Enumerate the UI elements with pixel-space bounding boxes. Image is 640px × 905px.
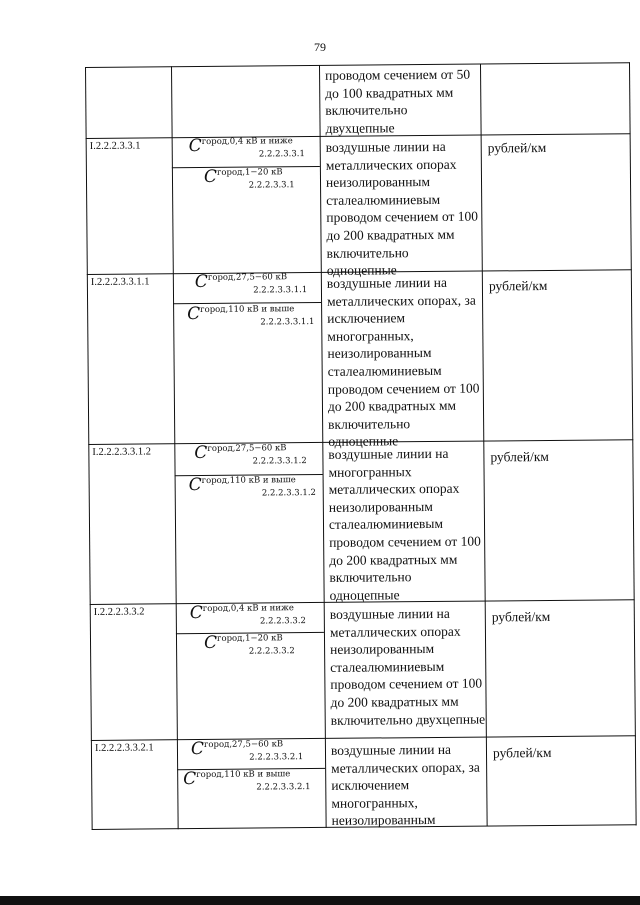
table-border-right [629, 62, 637, 825]
row-code: I.2.2.2.3.3.1.1 [90, 276, 150, 288]
tariff-symbol-top: $C^{город,0,4 кВ и ниже}_{2.2.2.3.3.2}$ [189, 602, 306, 627]
tariff-symbol-top: $C^{город,27,5-60 кВ}_{2.2.2.3.3.1.2}$ [194, 442, 307, 467]
symbol-subscript: 2.2.2.3.3.1.1 [260, 317, 315, 328]
continuation-description: проводом сечением от 50 до 100 квадратных мм включительно двухцепные [325, 66, 471, 136]
row-unit: рублей/км [490, 448, 549, 465]
symbol-subscript: 2.2.2.3.3.1 [258, 149, 305, 160]
scan-bottom-edge [0, 896, 640, 905]
symbol-subscript: 2.2.2.3.3.2 [259, 616, 306, 627]
tariff-table [85, 62, 637, 830]
row-description: воздушные линии на металлических опорах, за исключением многогранных, неизолированным [330, 741, 480, 829]
symbol-superscript: город,110 кВ и выше [200, 304, 295, 316]
symbol-superscript: город,110 кВ и выше [196, 769, 291, 781]
symbol-subscript: 2.2.2.3.3.1.2 [252, 456, 307, 467]
row-code: I.2.2.2.3.3.2 [93, 606, 145, 618]
symbol-superscript: город,110 кВ и выше [201, 475, 296, 486]
symbol-superscript: город,1−20 кВ [216, 167, 283, 178]
row-unit: рублей/км [491, 608, 551, 625]
row-description: воздушные линии на металлических опорах, за исключением многогранных, неизолированным сталеалюминиевым проводом сечением от 100 до 200 квадратных мм включительно одноцепные [326, 274, 480, 450]
row-description: воздушные линии на многогранных металлических опорах неизолированным сталеалюминиевым проводом сечением от 100 до 200 квадратных мм включительно одноцепные [328, 445, 481, 603]
symbol-subscript: 2.2.2.3.3.2.1 [249, 752, 304, 763]
row-description: воздушные линии на металлических опорах неизолированным сталеалюминиевым проводом сечением от 100 до 200 квадратных мм включительно двухцепные [329, 605, 486, 728]
symbol-subscript: 2.2.2.3.3.1.1 [253, 285, 308, 296]
row-unit: рублей/км [488, 277, 548, 294]
row-code: I.2.2.2.3.3.1.2 [92, 446, 152, 458]
symbol-subscript: 2.2.2.3.3.1 [248, 180, 295, 191]
tariff-symbol-bottom: $C^{город,1-20 кВ}_{2.2.2.3.3.1}$ [203, 166, 295, 191]
symbol-superscript: город,0,4 кВ и ниже [201, 136, 293, 147]
symbol-superscript: город,1−20 кВ [216, 633, 283, 644]
row-code: I.2.2.2.3.3.1 [89, 140, 141, 152]
row-code: I.2.2.2.3.3.2.1 [94, 742, 154, 754]
symbol-superscript: город,27,5−60 кВ [207, 272, 288, 283]
symbol-superscript: город,27,5−60 кВ [207, 443, 287, 454]
symbol-superscript: город,27,5−60 кВ [203, 739, 284, 750]
tariff-symbol-bottom: $C^{город,110 кВ и выше}_{2.2.2.3.3.1.2}$ [188, 474, 316, 499]
tariff-symbol-bottom: $C^{город,110 кВ и выше}_{2.2.2.3.3.1.1}$ [187, 304, 315, 328]
tariff-symbol-top: $C^{город,27,5-60 кВ}_{2.2.2.3.3.1.1}$ [194, 271, 308, 296]
symbol-subscript: 2.2.2.3.3.2 [248, 646, 295, 657]
tariff-symbol-top: $C^{город,0,4 кВ и ниже}_{2.2.2.3.3.1}$ [188, 135, 305, 160]
row-unit: рублей/км [492, 744, 552, 761]
tariff-symbol-top: $C^{город,27,5-60 кВ}_{2.2.2.3.3.2.1}$ [190, 738, 304, 763]
row-description: воздушные линии на металлических опорах неизолированным сталеалюминиевым проводом сечением от 100 до 200 квадратных мм включительно одноцепные [325, 138, 479, 279]
symbol-subscript: 2.2.2.3.3.1.2 [261, 488, 316, 499]
page-number: 79 [314, 40, 326, 54]
column-divider-1 [171, 66, 179, 829]
tariff-symbol-bottom: $C^{город,110 кВ и выше}_{2.2.2.3.3.2.1}$ [183, 769, 311, 793]
tariff-symbol-bottom: $C^{город,1-20 кВ}_{2.2.2.3.3.2}$ [203, 632, 295, 657]
row-unit: рублей/км [487, 139, 547, 156]
symbol-superscript: город,0,4 кВ и ниже [202, 603, 294, 614]
symbol-subscript: 2.2.2.3.3.2.1 [256, 782, 311, 793]
row-divider [91, 735, 636, 741]
